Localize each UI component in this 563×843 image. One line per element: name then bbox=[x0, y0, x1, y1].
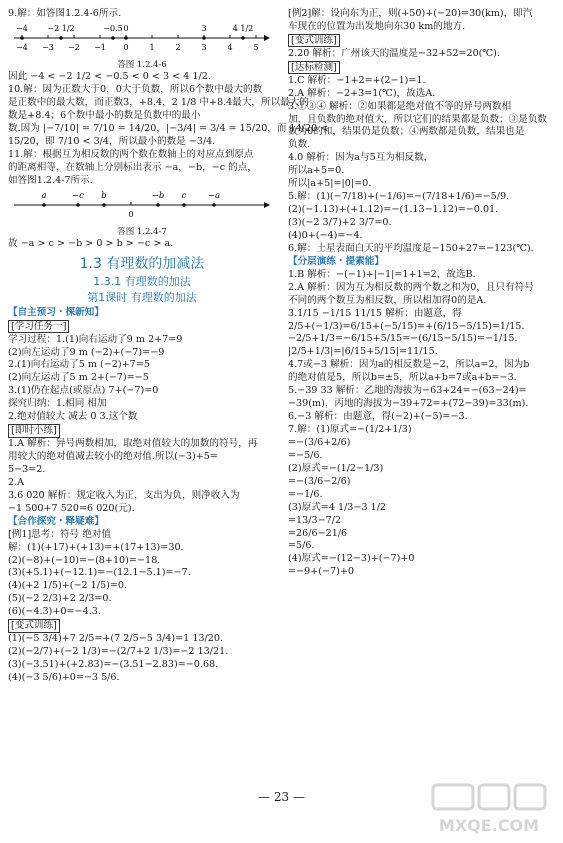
text-line: 数.因为 |−7/10| = 7/10 = 14/20，|−3/4| = 3/4 = 15/20，而 14/20 < bbox=[8, 123, 329, 135]
text-line: 2.A 解析：因为互为相反数的两个数之和为0，且只有符号 bbox=[288, 281, 534, 293]
tick-label: 5 bbox=[253, 42, 259, 52]
point bbox=[202, 36, 206, 40]
point-label: −2 1/2 bbox=[47, 23, 75, 33]
text-line: 所以|a+5|=|0|=0. bbox=[288, 178, 372, 190]
point bbox=[241, 36, 245, 40]
text-line: =−1/6. bbox=[288, 488, 323, 500]
tick-label: 2 bbox=[175, 42, 181, 52]
tick-label: −4 bbox=[16, 42, 28, 52]
text-line: (2)(−8)+(−10)=−(8+10)=−18. bbox=[8, 554, 161, 566]
text-line: (2)(−1.13)+(+1.12)=−(1.13−1.12)=−0.01. bbox=[288, 204, 499, 216]
number-line-1 bbox=[8, 21, 272, 55]
section-tag: 【自主预习・探新知】 bbox=[8, 306, 104, 318]
text-line: 数为0的和，结果仍是负数；④两数都是负数，结果也是 bbox=[288, 126, 525, 138]
boxed-label: [变式训练] bbox=[8, 619, 60, 633]
text-line: −1 500+7 520=6 020(元). bbox=[8, 502, 135, 514]
text-line: 如答图1.2.4-7所示. bbox=[8, 174, 93, 186]
text-line: 15/20，即 7/10 < 3/4，所以最小的数是 −3/4. bbox=[8, 136, 216, 148]
point-label: −0.5 bbox=[103, 23, 123, 33]
point-label: −a bbox=[207, 190, 221, 201]
text-line: 用较大的绝对值减去较小的绝对值.所以(−3)+5= bbox=[8, 451, 218, 463]
text-line: 7.解：(1)原式=−(1/2+1/3) bbox=[288, 424, 412, 435]
text-line: (4)原式=−(12−3)+(−7)+0 bbox=[288, 553, 415, 565]
text-line: 2.A bbox=[8, 476, 25, 488]
text-line: (4)0+(−4)=−4. bbox=[288, 229, 363, 241]
tick-label: 0 bbox=[123, 42, 129, 52]
text-line: 9.解：如答图1.2.4-6所示. bbox=[8, 8, 122, 19]
point-label: 3 bbox=[201, 23, 207, 33]
section-tag: 【合作探究・释疑难】 bbox=[8, 515, 104, 527]
boxed-label: [即时小练] bbox=[8, 424, 60, 438]
text-line: −2/5+1/3=−6/15+5/15=−(6/15−5/15)=−1/15. bbox=[288, 333, 518, 345]
text-line: (2)向左运动了9 m (−2)+(−7)=−9 bbox=[8, 346, 165, 358]
text-line: 6.解：土星表面白天的平均温度是−150+27=−123(℃). bbox=[288, 242, 534, 254]
point-label: −4 bbox=[16, 23, 28, 33]
text-line: 探究归纳：1.相同 相加 bbox=[8, 398, 107, 410]
point bbox=[182, 203, 186, 207]
text-line: (5)(−2 2/3)+2 2/3=0. bbox=[8, 593, 112, 605]
point-label: −b bbox=[151, 190, 165, 201]
text-line: (2)原式=−(1/2−1/3) bbox=[288, 462, 384, 474]
point-label: b bbox=[101, 190, 107, 201]
text-line: (4)(−3 5/6)+0=−3 5/6. bbox=[8, 671, 120, 683]
boxed-label-row bbox=[288, 61, 556, 75]
text-line: =−(3/6+2/6) bbox=[288, 436, 351, 448]
point bbox=[111, 36, 115, 40]
text-line: 不同的两个数互为相反数，所以相加得0的是A. bbox=[288, 294, 487, 306]
text-line: 1.A 解析：异号两数相加，取绝对值较大的加数的符号，再 bbox=[8, 438, 258, 450]
svg-text:MXQE.COM: MXQE.COM bbox=[438, 816, 540, 835]
text-line: 3.(1)仍在起点(或原点) 7+(−7)=0 bbox=[8, 385, 159, 397]
text-line: 车现在的位置为出发地向东30 km的地方. bbox=[288, 20, 466, 32]
text-line: =−9+(−7)+0 bbox=[288, 566, 354, 578]
boxed-label: [学习任务一] bbox=[8, 320, 69, 334]
tick-label: −2 bbox=[68, 42, 80, 52]
text-line: 因此 −4 < −2 1/2 < −0.5 < 0 < 3 < 4 1/2. bbox=[8, 71, 211, 83]
figure-caption: 答图 1.2.4-7 bbox=[117, 226, 167, 237]
tick-label: −3 bbox=[42, 42, 54, 52]
point bbox=[59, 36, 63, 40]
point bbox=[20, 36, 24, 40]
point-label: 0 bbox=[123, 23, 129, 33]
text-line: 1.C 解析：−1+2=+(2−1)=1. bbox=[288, 74, 426, 86]
text-line: =−(3/6−2/6) bbox=[288, 475, 351, 487]
right-column bbox=[288, 8, 556, 579]
text-line: =13/3−7/2 bbox=[288, 514, 342, 526]
point-label: 4 1/2 bbox=[232, 23, 254, 33]
boxed-label: [达标检测] bbox=[288, 61, 340, 75]
text-line: 10.解：因为正数大于0，0大于负数，所以6个数中最大的数 bbox=[8, 84, 263, 96]
text-line: =26/6−21/6 bbox=[288, 527, 348, 539]
text-line: 11.解：根据互为相反数的两个数在数轴上的对应点到原点 bbox=[8, 148, 254, 160]
watermark-logo bbox=[429, 779, 549, 837]
text-line: (2)向左运动了5 m 2+(−7)=−5 bbox=[8, 372, 149, 384]
boxed-label: [变式训练] bbox=[288, 34, 340, 48]
point bbox=[76, 203, 80, 207]
text-line: 加，且负数的绝对值大，所以它们的结果都是负数；③是负数 bbox=[288, 113, 548, 125]
tick-label: 4 bbox=[227, 42, 233, 52]
section-tag: 【分层演练・提素能】 bbox=[288, 255, 384, 267]
text-line: 所以a+5=0. bbox=[288, 165, 345, 177]
text-line: 2.(1)向右运动了5 m (−2)+7=5 bbox=[8, 359, 150, 371]
text-line: (3)原式=4 1/3−3 1/2 bbox=[288, 501, 387, 513]
point bbox=[42, 203, 46, 207]
tick-label: −1 bbox=[94, 42, 106, 52]
tick-label: 3 bbox=[201, 42, 207, 52]
text-line: 6.−3 解析：由题意，得(−2)+(−5)=−3. bbox=[288, 411, 468, 423]
point bbox=[124, 36, 128, 40]
tick-label: 0 bbox=[128, 209, 134, 219]
text-line: =5/6. bbox=[288, 540, 315, 552]
text-line: 是正数中的最大数，而正数3，+8.4，2 1/8 中+8.4最大，所以最大的 bbox=[8, 97, 309, 109]
text-line: 2.绝对值较大 减去 0 3.这个数 bbox=[8, 411, 138, 423]
axis-arrow bbox=[264, 202, 270, 208]
text-line: 5.解：(1)(−7/18)+(−1/6)=−(7/18+1/6)=−5/9. bbox=[288, 191, 510, 203]
text-line: 学习过程：1.(1)向右运动了9 m 2+7=9 bbox=[8, 333, 183, 345]
point-label: c bbox=[181, 190, 187, 201]
text-line: 的绝对值是5，所以b=±5，所以a+b=7或a+b=−3. bbox=[288, 372, 517, 384]
text-line: 3.1/15 −1/15 11/15 解析：由题意，得 bbox=[288, 307, 462, 319]
point bbox=[212, 203, 216, 207]
text-line: =−5/6. bbox=[288, 449, 323, 461]
text-line: −39(m)，丙地的海拔为−39+72=+(72−39)=33(m). bbox=[288, 398, 529, 410]
text-line: (3)(+5.1)+(−12.1)=−(12.1−5.1)=−7. bbox=[8, 567, 191, 579]
text-line: 5−3=2. bbox=[8, 463, 46, 475]
text-line: 故 −a > c > −b > 0 > b > −c > a. bbox=[8, 238, 174, 250]
point bbox=[102, 203, 106, 207]
text-line: 4.0 解析：因为a与5互为相反数， bbox=[288, 152, 434, 164]
text-line: 解：(1)(+17)+(+13)=+(17+13)=30. bbox=[8, 541, 184, 553]
text-line: (6)(−4.3)+0=−4.3. bbox=[8, 606, 101, 618]
axis-arrow bbox=[264, 35, 270, 41]
section-heading: 1.3 有理数的加减法 bbox=[79, 256, 205, 273]
subsection-heading: 第1课时 有理数的加法 bbox=[87, 290, 197, 304]
text-line: (2)(−2/7)+(−2 1/3)=−(2/7+2 1/3)=−2 13/21. bbox=[8, 646, 229, 658]
point bbox=[156, 203, 160, 207]
text-line: [例1]思考：符号 绝对值 bbox=[8, 528, 111, 540]
tick-label: 1 bbox=[149, 42, 155, 52]
text-line: 2.20 解析：广州该天的温度是−32+52=20(℃). bbox=[288, 47, 500, 59]
text-line: (4)(+2 1/5)+(−2 1/5)=0. bbox=[8, 580, 128, 592]
text-line: 3.6 020 解析：规定收入为正，支出为负，则净收入为 bbox=[8, 489, 240, 501]
boxed-label-row bbox=[288, 34, 556, 48]
point-label: a bbox=[41, 190, 47, 201]
text-line: (1)(−5 3/4)+7 2/5=+(7 2/5−5 3/4)=1 13/20. bbox=[8, 633, 224, 645]
boxed-label-row bbox=[8, 320, 276, 334]
figure-caption: 答图 1.2.4-6 bbox=[117, 59, 167, 70]
text-line: 数是+8.4；6个数中最小的数是负数中的最小 bbox=[8, 110, 201, 122]
number-line-2 bbox=[8, 188, 272, 222]
page-number: — 23 — bbox=[258, 789, 305, 804]
text-line: (3)(−3.51)+(+2.83)=−(3.51−2.83)=−0.68. bbox=[8, 659, 219, 671]
boxed-label-row bbox=[8, 619, 276, 633]
text-line: 5.−39 33 解析：乙地的海拔为−63+24=−(63−24)= bbox=[288, 385, 527, 397]
text-line: 负数. bbox=[288, 139, 311, 151]
point-label: −c bbox=[72, 190, 84, 201]
text-line: 2.A 解析：−2+3=1(℃)，故选A. bbox=[288, 87, 436, 99]
text-line: 2/5+(−1/3)=6/15+(−5/15)=+(6/15−5/15)=1/15. bbox=[288, 320, 525, 332]
text-line: 1.B 解析：−(−1)+|−1|=1+1=2，故选B. bbox=[288, 268, 476, 280]
text-line: (3)(−2 3/7)+2 3/7=0. bbox=[288, 217, 392, 228]
text-line: 3.①③④ 解析：②如果都是绝对值不等的异号两数相 bbox=[288, 100, 512, 112]
text-line: |2/5+1/3|=|6/15+5/15|=11/15. bbox=[288, 346, 438, 358]
text-line: [例2]解：设向东为正，则(+50)+(−20)=30(km)，即汽 bbox=[288, 8, 533, 19]
subsection-heading: 1.3.1 有理数的加法 bbox=[93, 275, 191, 289]
text-line: 4.7或−3 解析：因为a的相反数是−2，所以a=2，因为b bbox=[288, 359, 530, 371]
boxed-label-row bbox=[8, 424, 276, 438]
text-line: 的距离相等，在数轴上分别标出表示 −a，−b，−c 的点， bbox=[8, 161, 257, 173]
